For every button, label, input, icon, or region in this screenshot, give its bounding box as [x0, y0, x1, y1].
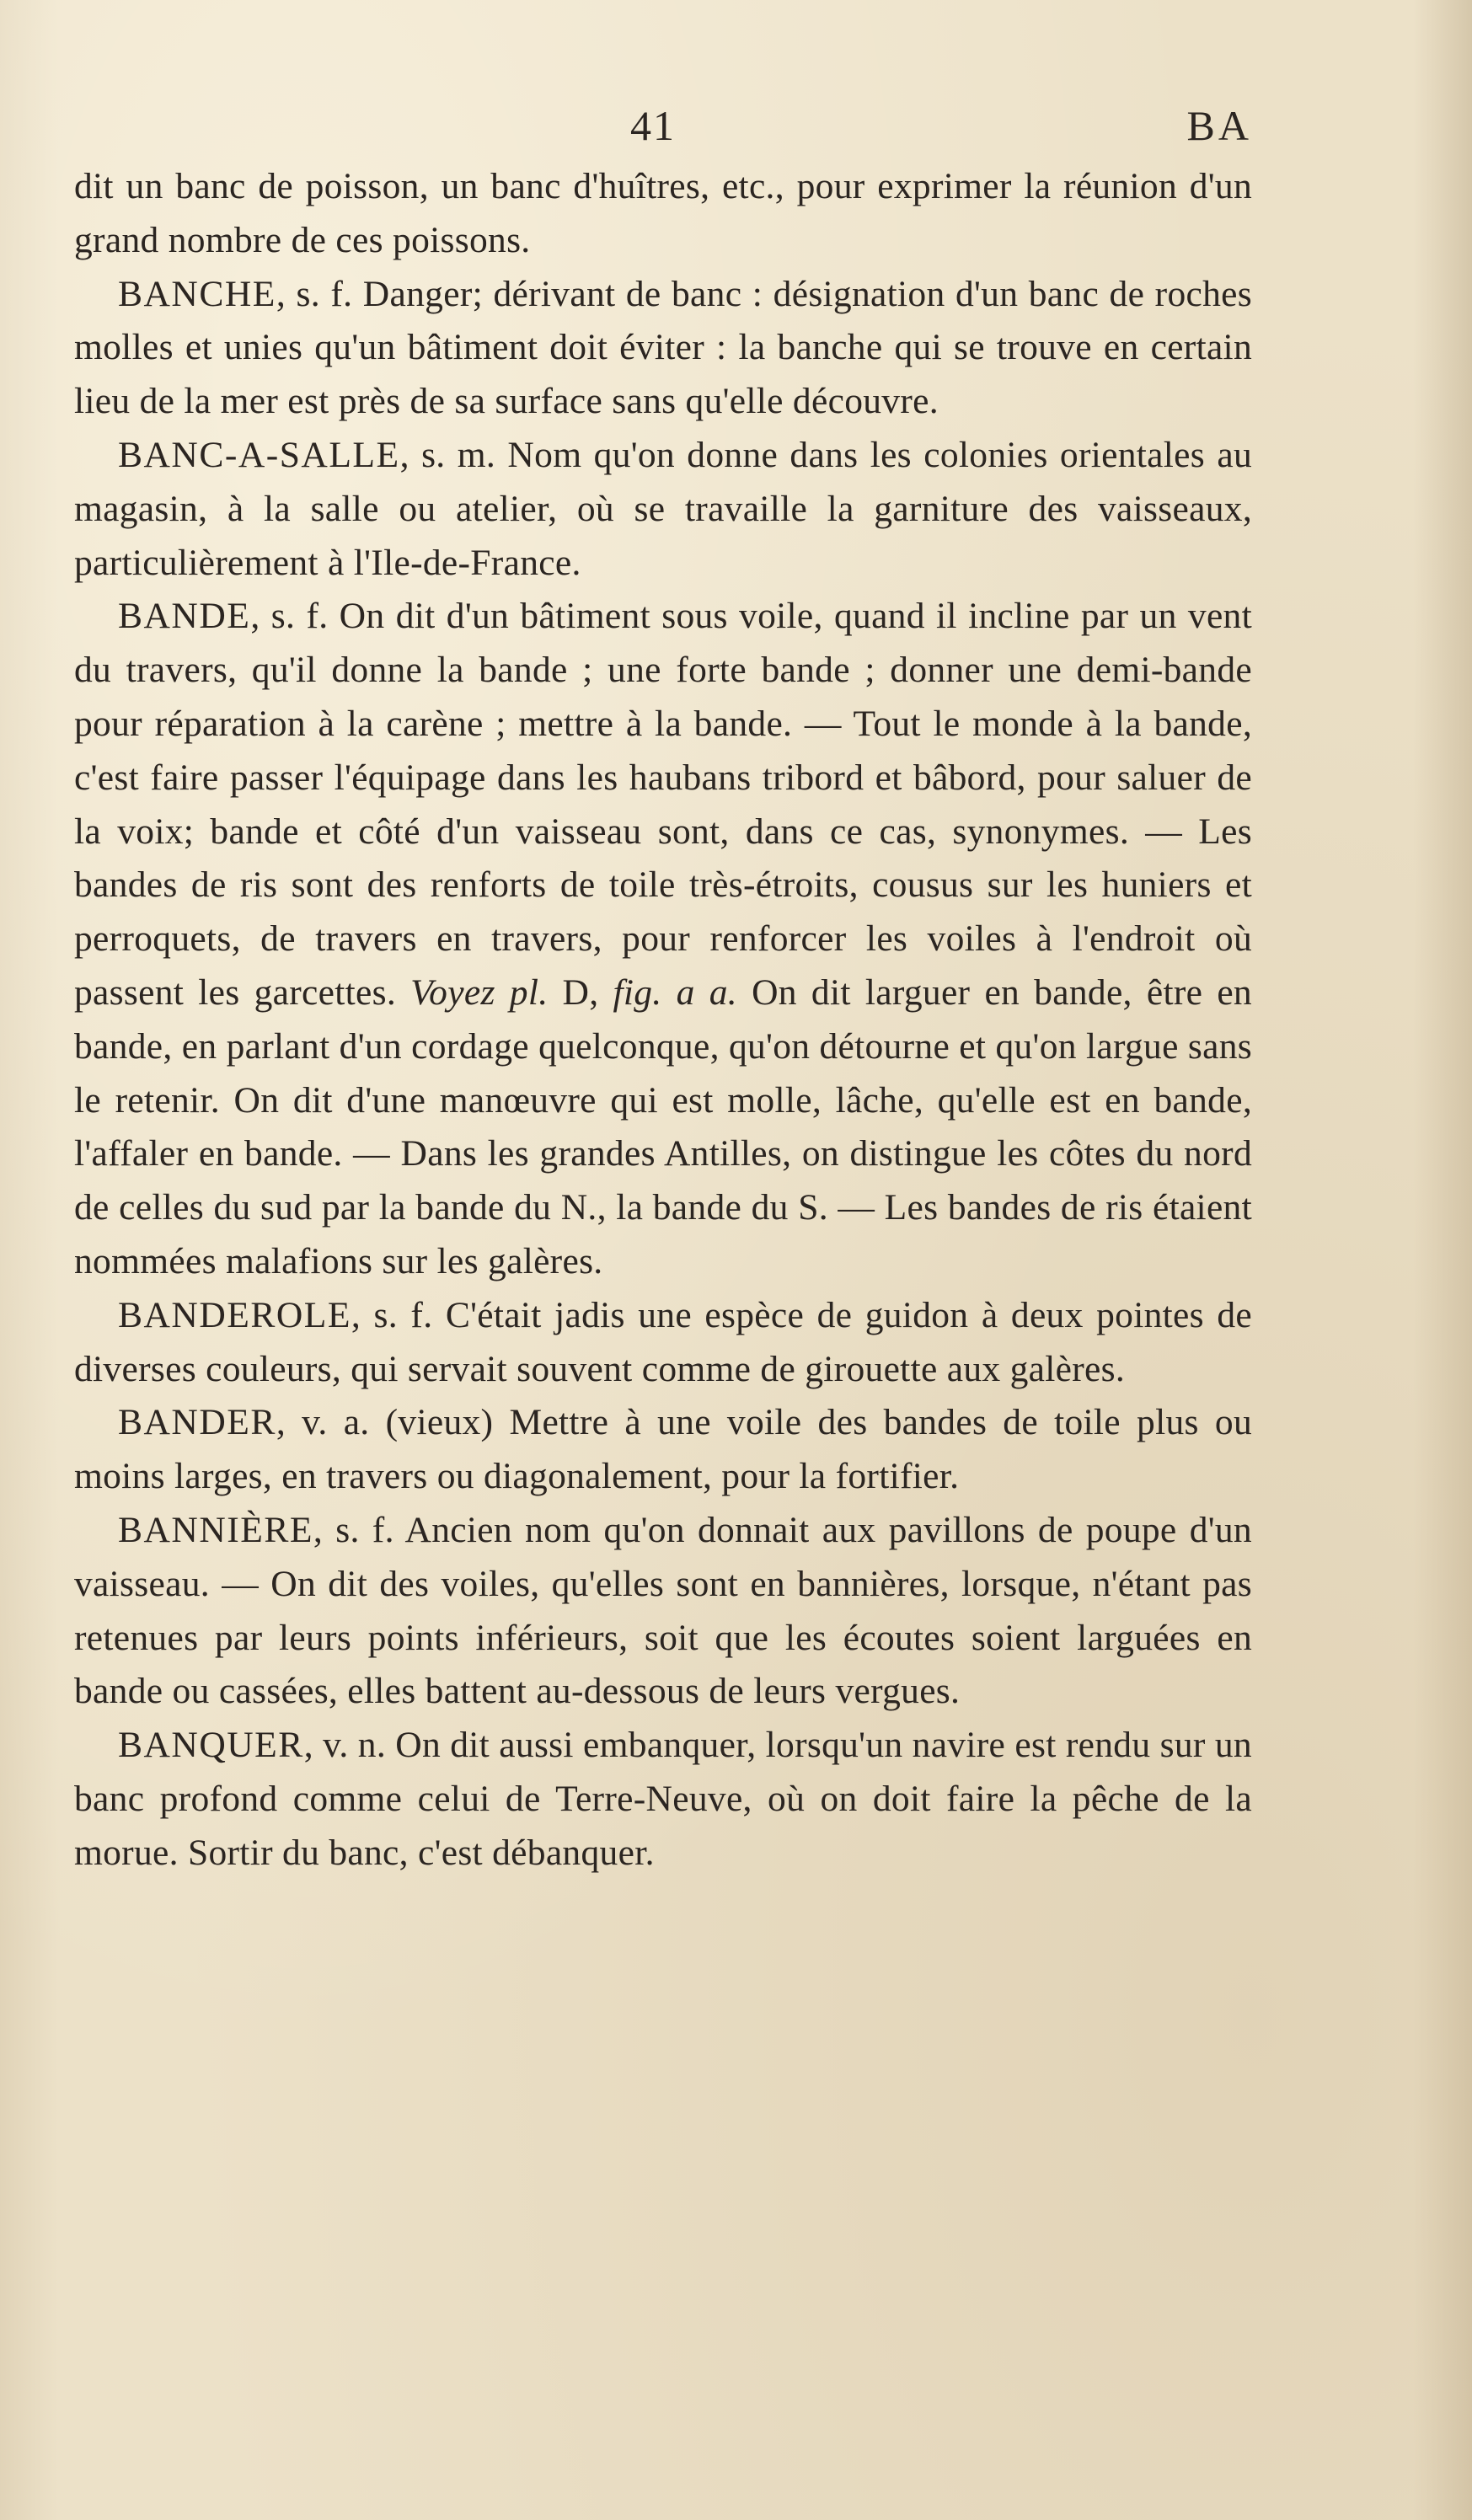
dictionary-text — [74, 160, 1252, 1881]
entry-continuation — [74, 160, 1252, 268]
entry-banniere — [74, 1504, 1252, 1719]
entry-text: , s. f. Ancien nom qu'on donnait aux pavillons de poupe d'un vaisseau. — On dit des voiles, qu'elles sont en bannières, lorsque, n'étant pas retenues par leurs points inférieurs, soit que les écoutes soient larguées en bande ou cassées, elles battent au-dessous de leurs vergues. — [74, 1509, 1252, 1712]
headword: BANQUER — [118, 1725, 304, 1766]
entry-text: , v. n. On dit aussi embanquer, lorsqu'un navire est rendu sur un banc profond comme celui de Terre-Neuve, où on doit faire la pêche de la morue. Sortir du banc, c'est débanquer. — [74, 1725, 1252, 1873]
entry-banc-a-salle — [74, 429, 1252, 590]
headword: BANDER — [118, 1402, 276, 1443]
running-head — [74, 101, 1252, 160]
headword: BANC-A-SALLE — [118, 434, 400, 475]
entry-bander — [74, 1396, 1252, 1504]
plate-reference: Voyez pl. — [410, 971, 549, 1013]
entry-bande — [74, 590, 1252, 1288]
entry-text: On dit larguer en bande, être en bande, en parlant d'un cordage quelconque, qu'on détourne et qu'on largue sans le retenir. On dit d'une manœuvre qui est molle, lâche, qu'elle est en bande, l'affaler en bande. — Dans les grandes Antilles, on distingue les côtes du nord de celles du sud par la bande du N., la bande du S. — Les bandes de ris étaient nommées malafions sur les galères. — [74, 971, 1252, 1281]
page-number: 41 — [630, 102, 676, 149]
figure-reference: fig. a a. — [613, 971, 737, 1013]
headword: BANNIÈRE — [118, 1509, 313, 1550]
entry-text: , s. m. Nom qu'on donne dans les colonies orientales au magasin, à la salle ou atelier, où se travaille la garniture des vaisseaux, particulièrement à l'Ile-de-France. — [74, 434, 1252, 583]
plate-letter: D, — [548, 971, 613, 1013]
headword: BANDE — [118, 596, 251, 637]
entry-banche — [74, 268, 1252, 429]
entry-text: , s. f. On dit d'un bâtiment sous voile, quand il incline par un vent du travers, qu'il donne la bande ; une forte bande ; donner une demi-bande pour réparation à la carène ; mettre à la bande. — Tout le monde à la bande, c'est faire passer l'équipage dans les haubans tribord et bâbord, pour saluer de la voix; bande et côté d'un vaisseau sont, dans ce cas, synonymes. — Les bandes de ris sont des renforts de toile très-étroits, cousus sur les huniers et perroquets, de travers en travers, pour renforcer les voiles à l'endroit où passent les garcettes. — [74, 596, 1252, 1013]
entry-text: , v. a. (vieux) Mettre à une voile des bandes de toile plus ou moins larges, en travers ou diagonalement, pour la fortifier. — [74, 1402, 1252, 1497]
entry-banquer — [74, 1719, 1252, 1880]
entry-text: dit un banc de poisson, un banc d'huîtres, etc., pour exprimer la réunion d'un grand nombre de ces poissons. — [74, 166, 1252, 260]
entry-text: , s. f. C'était jadis une espèce de guidon à deux pointes de diverses couleurs, qui servait souvent comme de girouette aux galères. — [74, 1294, 1252, 1389]
printed-page — [74, 101, 1252, 1881]
entry-banderole — [74, 1289, 1252, 1397]
entry-text: , s. f. Danger; dérivant de banc : désignation d'un banc de roches molles et unies qu'un bâtiment doit éviter : la banche qui se trouve en certain lieu de la mer est près de sa surface sans qu'elle découvre. — [74, 273, 1252, 422]
section-letters: BA — [1186, 102, 1252, 149]
headword: BANDEROLE — [118, 1294, 351, 1335]
headword: BANCHE — [118, 273, 276, 314]
